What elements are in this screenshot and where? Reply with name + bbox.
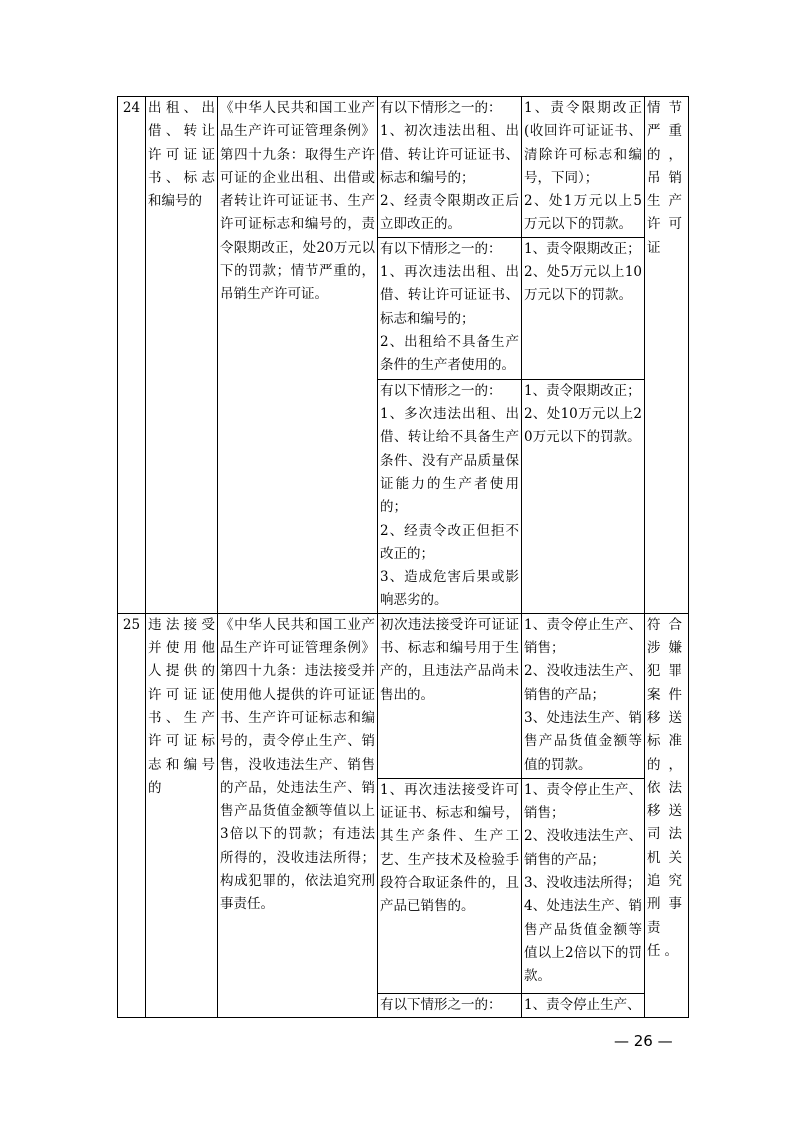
- penalty-line: 3、处违法生产、销售产品货值金额等值的罚款。: [524, 709, 642, 773]
- page-number: — 26 —: [614, 1032, 673, 1050]
- condition-cell: [378, 97, 522, 238]
- remark-cell: 符合涉嫌犯罪案件移送标准的，依法移送司法机关追究刑事责任。: [645, 613, 689, 1017]
- condition-line: 有以下情形之一的：: [380, 100, 502, 116]
- penalty-cell: [522, 379, 645, 613]
- condition-line: 2、经责令改正但拒不改正的；: [380, 522, 519, 562]
- legal-basis-cell: 《中华人民共和国工业产品生产许可证管理条例》第四十九条：违法接受并使用他人提供的许可证证书、生产许可证标志和编号的，责令停止生产、销售，没收违法生产、销售的产品，处违法生产、销售产品货值金额等值以上3倍以下的罚款；有违法所得的，没收违法所得；构成犯罪的，依法追究刑事责任。: [218, 613, 378, 1017]
- condition-line: 1、初次违法出租、出借、转让许可证证书、标志和编号的；: [380, 123, 519, 186]
- condition-line: 有以下情形之一的：: [380, 240, 502, 257]
- penalty-cell: [522, 613, 645, 778]
- penalty-line: 2、处1万元以上5万元以下的罚款。: [524, 193, 642, 233]
- penalty-cell: [522, 237, 645, 379]
- condition-line: 初次违法接受许可证证书、标志和编号用于生产的，且违法产品尚未售出的。: [380, 616, 519, 703]
- condition-line: 1、再次违法接受许可证证书、标志和编号，其生产条件、生产工艺、生产技术及检验手段符合取证条件的，且产品已销售的。: [380, 781, 519, 915]
- condition-cell: [378, 237, 522, 379]
- condition-line: 3、造成危害后果或影响恶劣的。: [380, 569, 519, 609]
- condition-line: 2、经责令限期改正后立即改正的。: [380, 193, 519, 233]
- condition-line: 有以下情形之一的：: [380, 382, 502, 399]
- condition-line: 1、再次违法出租、出借、转让许可证证书、标志和编号的；: [380, 264, 519, 327]
- penalty-line: 2、没收违法生产、销售的产品；: [524, 828, 642, 868]
- table-row: [118, 97, 689, 238]
- penalty-line: 4、处违法生产、销售产品货值金额等值以上2倍以下的罚款。: [524, 898, 642, 985]
- seq-cell: 25: [118, 613, 146, 1017]
- penalty-line: 1、责令停止生产、: [524, 996, 641, 1013]
- penalty-line: 3、没收违法所得；: [524, 874, 641, 891]
- condition-cell: [378, 778, 522, 993]
- remark-cell: 情节严重的，吊销生产许可证: [645, 97, 689, 614]
- table-row: [118, 613, 689, 778]
- condition-line: 2、出租给不具备生产条件的生产者使用的。: [380, 333, 519, 374]
- condition-line: 1、多次违法出租、出借、转让给不具备生产条件、没有产品质量保证能力的生产者使用的；: [380, 406, 519, 516]
- penalty-line: 1、责令停止生产、销售；: [524, 616, 642, 657]
- penalty-line: 2、处10万元以上20万元以下的罚款。: [524, 406, 642, 446]
- penalty-standard-table: [117, 96, 689, 1018]
- penalty-cell: [522, 778, 645, 993]
- penalty-line: 2、没收违法生产、销售的产品；: [524, 663, 642, 703]
- penalty-line: 1、责令停止生产、销售；: [524, 781, 642, 822]
- condition-line: 有以下情形之一的：: [380, 996, 502, 1013]
- condition-cell: [378, 993, 522, 1017]
- penalty-cell: [522, 993, 645, 1017]
- penalty-cell: [522, 97, 645, 238]
- violation-item-cell: 出租、出借、转让许可证证书、标志和编号的: [146, 97, 218, 614]
- penalty-line: 1、责令限期改正；: [524, 382, 641, 399]
- penalty-line: 1、责令限期改正(收回许可证证书、清除许可标志和编号，下同）；: [524, 100, 642, 186]
- legal-basis-cell: 《中华人民共和国工业产品生产许可证管理条例》第四十九条：取得生产许可证的企业出租、出借或者转让许可证证书、生产许可证标志和编号的，责令限期改正，处20万元以下的罚款；情节严重的，吊销生产许可证。: [218, 97, 378, 614]
- condition-cell: [378, 613, 522, 778]
- seq-cell: 24: [118, 97, 146, 614]
- condition-cell: [378, 379, 522, 613]
- penalty-line: 2、处5万元以上10万元以下的罚款。: [524, 264, 642, 304]
- penalty-line: 1、责令限期改正；: [524, 240, 641, 257]
- violation-item-cell: 违法接受并使用他人提供的许可证证书、生产许可证标志和编号的: [146, 613, 218, 1017]
